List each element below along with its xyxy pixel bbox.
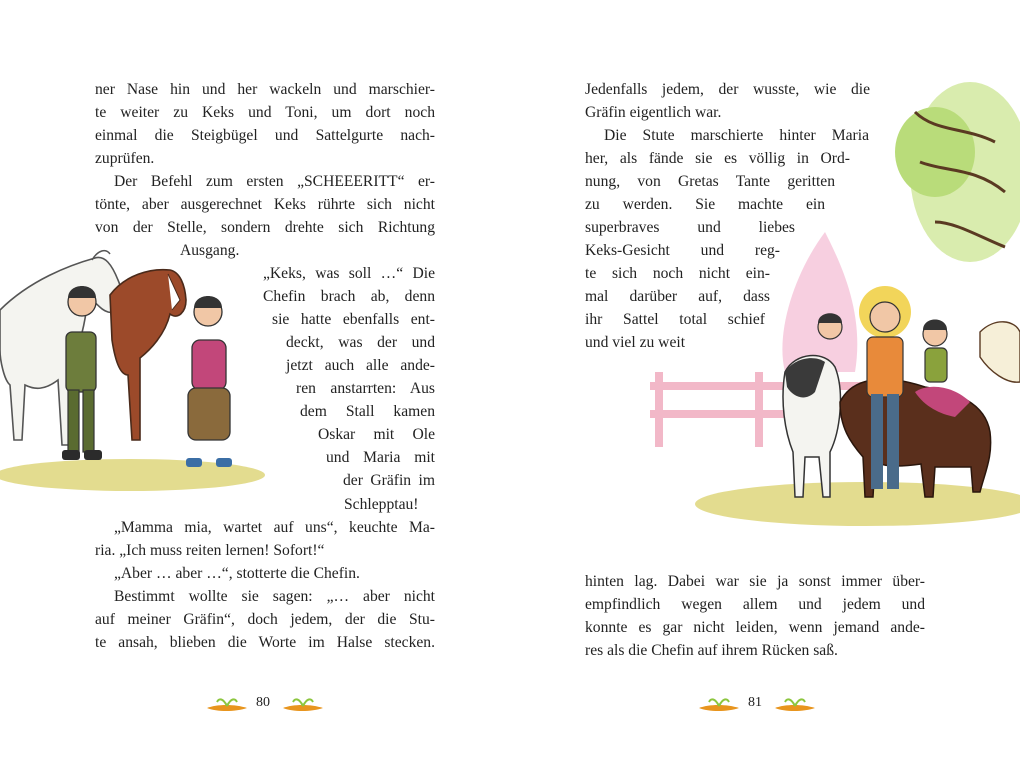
left-text-line: ren anstarrten: Aus (296, 380, 435, 397)
left-text-line: ria. „Ich muss reiten lernen! Sofort!“ (95, 542, 325, 559)
illustration-horses-left (0, 240, 265, 500)
right-text-line: res als die Chefin auf ihrem Rücken saß. (585, 642, 838, 659)
left-text-line: jetzt auch alle ande- (286, 357, 435, 374)
right-text-line: empfindlich wegen allem und jedem und (585, 596, 925, 613)
left-text-line: Oskar mit Ole (318, 426, 435, 443)
left-text-line: von der Stelle, sondern drehte sich Richtung (95, 219, 435, 236)
right-text-line: Gräfin eigentlich war. (585, 104, 722, 121)
left-text-line: „Aber … aber …“, stotterte die Chefin. (114, 565, 360, 582)
left-text-line: einmal die Steigbügel und Sattelgurte nach- (95, 127, 435, 144)
carrot-ornament-icon (773, 696, 817, 716)
left-text-line: tönte, aber ausgerechnet Keks rührte sich nicht (95, 196, 435, 213)
left-text-line: dem Stall kamen (300, 403, 435, 420)
right-text-line: Die Stute marschierte hinter Maria (604, 127, 869, 144)
carrot-ornament-icon (281, 696, 325, 716)
right-text-line: konnte es gar nicht leiden, wenn jemand ande- (585, 619, 925, 636)
right-text-line: ihr Sattel total schief (585, 311, 765, 328)
left-text-line: deckt, was der und (286, 334, 435, 351)
left-text-line: der Gräfin im (343, 472, 435, 489)
left-text-line: sie hatte ebenfalls ent- (272, 311, 435, 328)
illustration-ponies-right (635, 72, 1020, 532)
left-text-line: ner Nase hin und her wackeln und marschier- (95, 81, 435, 98)
right-text-line: und viel zu weit (585, 334, 686, 351)
right-text-line: hinten lag. Dabei war sie ja sonst immer über- (585, 573, 925, 590)
left-text-line: Bestimmt wollte sie sagen: „… aber nicht (114, 588, 435, 605)
carrot-ornament-icon (697, 696, 741, 716)
left-text-line: zuprüfen. (95, 150, 155, 167)
left-text-line: und Maria mit (326, 449, 435, 466)
carrot-ornament-icon (205, 696, 249, 716)
right-text-line: superbraves und liebes (585, 219, 795, 236)
right-text-line: zu werden. Sie machte ein (585, 196, 825, 213)
left-text-line: „Mamma mia, wartet auf uns“, keuchte Ma- (114, 519, 435, 536)
page-number: 81 (748, 695, 762, 710)
left-text-line: Schlepptau! (344, 496, 419, 513)
right-text-line: nung, von Gretas Tante geritten (585, 173, 835, 190)
right-text-line: mal darüber auf, dass (585, 288, 770, 305)
left-text-line: te weiter zu Keks und Toni, um dort noch (95, 104, 435, 121)
left-text-line: auf meiner Gräfin“, doch jedem, der die Stu- (95, 611, 435, 628)
left-text-line: Der Befehl zum ersten „SCHEEERITT“ er- (114, 173, 435, 190)
right-text-line: her, als fände sie es völlig in Ord- (585, 150, 850, 167)
left-text-line: Chefin brach ab, denn (263, 288, 435, 305)
left-text-line: „Keks, was soll …“ Die (263, 265, 435, 282)
right-text-line: Jedenfalls jedem, der wusste, wie die (585, 81, 870, 98)
right-text-line: Keks-Gesicht und reg- (585, 242, 780, 259)
right-page (510, 0, 1020, 775)
left-text-line: te ansah, blieben die Worte im Halse stecken. (95, 634, 435, 651)
right-text-line: te sich noch nicht ein- (585, 265, 770, 282)
left-text-line: Ausgang. (180, 242, 240, 259)
page-number: 80 (256, 695, 270, 710)
